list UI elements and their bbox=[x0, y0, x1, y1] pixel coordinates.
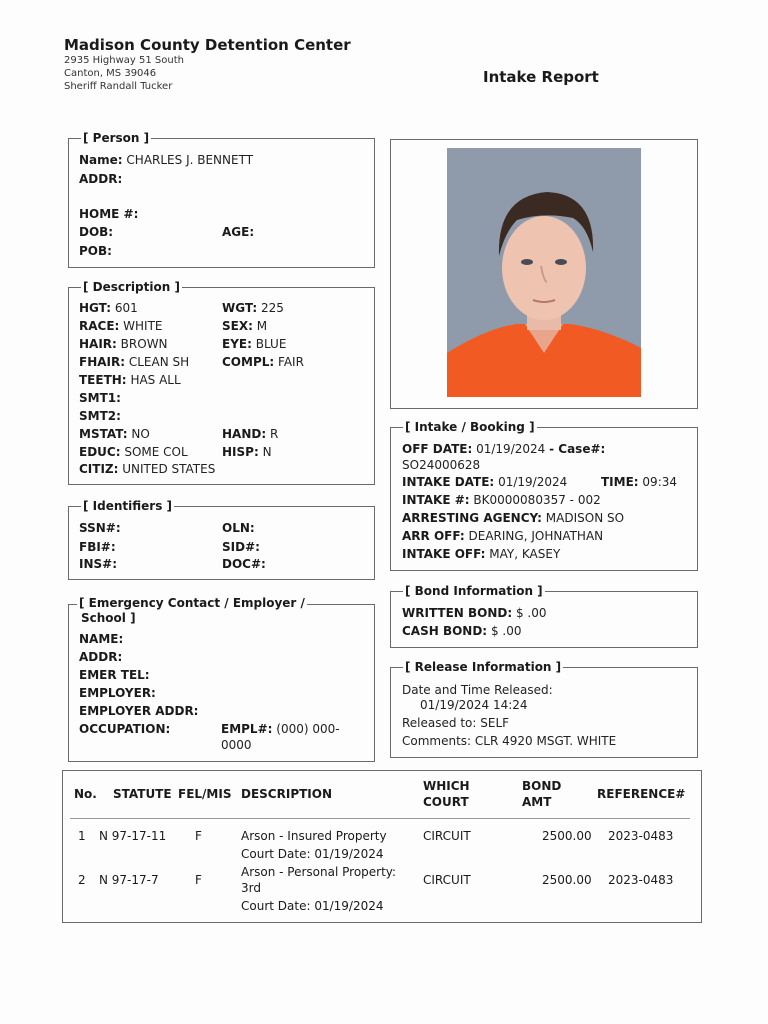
charge-1-ref: 2023-0483 bbox=[608, 829, 674, 843]
description-legend: [ Description ] bbox=[83, 280, 180, 294]
charge-1-court: CIRCUIT bbox=[423, 829, 471, 843]
charge-2-desc-cont: 3rd bbox=[241, 881, 261, 895]
charges-header-divider bbox=[70, 818, 690, 819]
intake-date-row: INTAKE DATE: 01/19/2024 bbox=[402, 475, 568, 489]
th-statute: STATUTE bbox=[113, 787, 172, 801]
report-title: Intake Report bbox=[483, 68, 599, 86]
hgt-row: HGT: 601 bbox=[79, 301, 138, 315]
emergency-legend-line1: [ Emergency Contact / Employer / bbox=[79, 596, 305, 610]
sid-label: SID#: bbox=[222, 540, 260, 554]
charge-2-bond: 2500.00 bbox=[542, 873, 592, 887]
person-home-label: HOME #: bbox=[79, 207, 139, 221]
release-dt-label: Date and Time Released: bbox=[402, 683, 553, 697]
sex-row: SEX: M bbox=[222, 319, 268, 333]
person-pob-label: POB: bbox=[79, 244, 112, 258]
person-name: CHARLES J. BENNETT bbox=[126, 153, 254, 167]
emer-tel-label: EMER TEL: bbox=[79, 668, 150, 682]
doc-label: DOC#: bbox=[222, 557, 266, 571]
intake-off-row: INTAKE OFF: MAY, KASEY bbox=[402, 547, 561, 561]
facility-address-line2: Canton, MS 39046 bbox=[64, 68, 157, 79]
th-bond-line1: BOND bbox=[522, 779, 562, 793]
th-no: No. bbox=[74, 787, 97, 801]
th-bond-line2: AMT bbox=[522, 795, 552, 809]
arr-off-row: ARR OFF: DEARING, JOHNATHAN bbox=[402, 529, 604, 543]
emergency-legend-line2: School ] bbox=[81, 611, 136, 625]
person-dob-label: DOB: bbox=[79, 225, 114, 239]
off-date-row: OFF DATE: 01/19/2024 - Case#: bbox=[402, 442, 606, 456]
release-dt: 01/19/2024 14:24 bbox=[420, 698, 528, 712]
charge-2-statute: N 97-17-7 bbox=[99, 873, 159, 887]
hair-row: HAIR: BROWN bbox=[79, 337, 168, 351]
eye-row: EYE: BLUE bbox=[222, 337, 287, 351]
employer-addr-label: EMPLOYER ADDR: bbox=[79, 704, 199, 718]
occupation-label: OCCUPATION: bbox=[79, 722, 171, 736]
charge-1-no: 1 bbox=[78, 829, 86, 843]
charge-2-no: 2 bbox=[78, 873, 86, 887]
identifiers-legend: [ Identifiers ] bbox=[83, 499, 173, 513]
charge-2-ref: 2023-0483 bbox=[608, 873, 674, 887]
th-felmis: FEL/MIS bbox=[178, 787, 232, 801]
person-age-label: AGE: bbox=[222, 225, 255, 239]
booking-photo bbox=[447, 148, 641, 397]
charge-1-desc: Arson - Insured Property bbox=[241, 829, 387, 843]
empl-row: EMPL#: (000) 000- bbox=[221, 722, 340, 736]
mugshot-figure bbox=[447, 148, 641, 397]
th-description: DESCRIPTION bbox=[241, 787, 333, 801]
comments-row: Comments: CLR 4920 MSGT. WHITE bbox=[402, 734, 617, 748]
written-bond-row: WRITTEN BOND: $ .00 bbox=[402, 606, 547, 620]
facility-name: Madison County Detention Center bbox=[64, 36, 351, 54]
charge-1-court-date: Court Date: 01/19/2024 bbox=[241, 847, 384, 861]
charge-2-felmis: F bbox=[195, 873, 202, 887]
th-reference: REFERENCE# bbox=[597, 787, 686, 801]
charge-1-statute: N 97-17-11 bbox=[99, 829, 167, 843]
charge-1-bond: 2500.00 bbox=[542, 829, 592, 843]
cash-bond-row: CASH BOND: $ .00 bbox=[402, 624, 522, 638]
person-name-row bbox=[79, 152, 253, 168]
hisp-row: HISP: N bbox=[222, 445, 272, 459]
race-row: RACE: WHITE bbox=[79, 319, 163, 333]
fhair-row: FHAIR: CLEAN SH bbox=[79, 355, 190, 369]
name-label: Name: bbox=[79, 153, 123, 167]
charge-2-desc: Arson - Personal Property: bbox=[241, 865, 397, 879]
intake-no-row: INTAKE #: BK0000080357 - 002 bbox=[402, 493, 601, 507]
charge-1-felmis: F bbox=[195, 829, 202, 843]
bond-legend: [ Bond Information ] bbox=[405, 584, 543, 598]
th-court-line2: COURT bbox=[423, 795, 469, 809]
smt1-row: SMT1: bbox=[79, 391, 121, 405]
compl-row: COMPL: FAIR bbox=[222, 355, 304, 369]
empl-row-cont: 0000 bbox=[221, 738, 252, 752]
fbi-label: FBI#: bbox=[79, 540, 116, 554]
agency-row: ARRESTING AGENCY: MADISON SO bbox=[402, 511, 625, 525]
educ-row: EDUC: SOME COL bbox=[79, 445, 188, 459]
sheriff-name: Sheriff Randall Tucker bbox=[64, 81, 173, 92]
facility-address-line1: 2935 Highway 51 South bbox=[64, 55, 184, 66]
person-addr-label: ADDR: bbox=[79, 172, 123, 186]
citiz-row: CITIZ: UNITED STATES bbox=[79, 462, 216, 476]
intake-time-row: TIME: 09:34 bbox=[601, 475, 678, 489]
emer-name-label: NAME: bbox=[79, 632, 124, 646]
charge-2-court: CIRCUIT bbox=[423, 873, 471, 887]
ssn-label: SSN#: bbox=[79, 521, 121, 535]
released-to-row: Released to: SELF bbox=[402, 716, 510, 730]
mstat-row: MSTAT: NO bbox=[79, 427, 150, 441]
oln-label: OLN: bbox=[222, 521, 255, 535]
hand-row: HAND: R bbox=[222, 427, 279, 441]
charge-2-court-date: Court Date: 01/19/2024 bbox=[241, 899, 384, 913]
employer-label: EMPLOYER: bbox=[79, 686, 156, 700]
emer-addr-label: ADDR: bbox=[79, 650, 123, 664]
case-number: SO24000628 bbox=[402, 458, 481, 472]
ins-label: INS#: bbox=[79, 557, 118, 571]
person-legend: [ Person ] bbox=[83, 131, 150, 145]
th-court-line1: WHICH bbox=[423, 779, 470, 793]
smt2-row: SMT2: bbox=[79, 409, 121, 423]
wgt-row: WGT: 225 bbox=[222, 301, 284, 315]
release-legend: [ Release Information ] bbox=[405, 660, 562, 674]
intake-legend: [ Intake / Booking ] bbox=[405, 420, 535, 434]
teeth-row: TEETH: HAS ALL bbox=[79, 373, 181, 387]
